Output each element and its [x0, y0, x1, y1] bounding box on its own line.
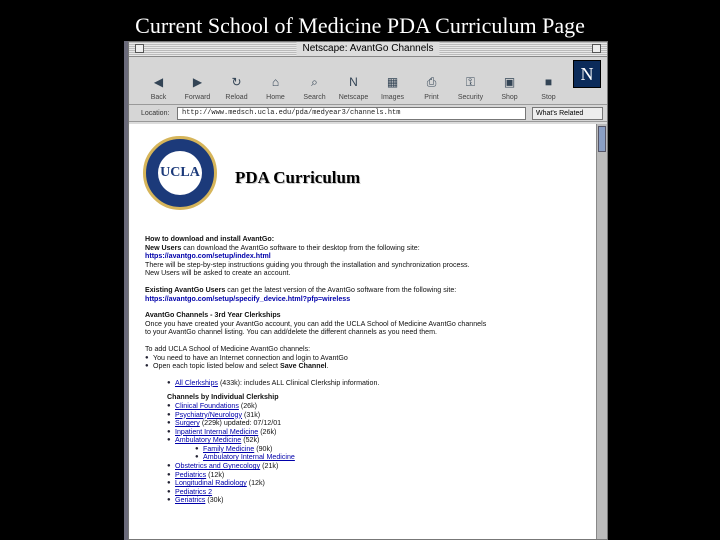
clerkship-list-continued — [167, 462, 591, 505]
netscape-logo-icon[interactable]: N — [573, 60, 601, 88]
clerkship-link[interactable]: Longitudinal Radiology — [175, 479, 247, 488]
toolbar-button-back[interactable] — [139, 73, 178, 101]
slide-title: Current School of Medicine PDA Curriculum Page — [135, 13, 585, 38]
location-input[interactable]: http://www.medsch.ucla.edu/pda/medyear3/channels.htm — [177, 107, 526, 120]
clerkship-link[interactable]: Psychiatry/Neurology — [175, 410, 243, 419]
clerkship-link[interactable]: Inpatient Internal Medicine — [175, 427, 259, 436]
location-label: Location: — [141, 109, 170, 117]
browser-window — [128, 41, 608, 540]
toolbar-button-security[interactable] — [451, 73, 490, 101]
add-channels-intro: To add UCLA School of Medicine AvantGo channels: — [145, 344, 311, 353]
clerkship-size: (52k) — [241, 436, 260, 445]
install-line-3: New Users will be asked to create an account. — [145, 269, 291, 278]
forward-arrow-icon: ▶ — [192, 75, 203, 89]
channels-text-2: to your AvantGo channel listing. You can add/delete the different channels as you need them. — [145, 328, 437, 337]
list-item — [167, 479, 591, 488]
list-item — [167, 436, 591, 445]
clerkship-link[interactable]: Ambulatory Medicine — [175, 436, 242, 445]
toolbar-label: Security — [457, 94, 484, 101]
clerkship-link[interactable]: Family Medicine — [203, 444, 255, 453]
toolbar-button-search[interactable] — [295, 73, 334, 101]
toolbar-label: Search — [303, 94, 326, 101]
clerkship-link[interactable]: Surgery — [175, 419, 200, 428]
clerkship-size: (90k) — [254, 444, 273, 453]
toolbar-button-netscape[interactable] — [334, 73, 373, 101]
clerkship-size: (12k) — [246, 479, 265, 488]
all-clerkships-list — [167, 379, 591, 388]
clerkship-link[interactable]: Obstetrics and Gynecology — [175, 462, 261, 471]
list-item — [195, 445, 591, 454]
print-icon: ⎙ — [426, 74, 437, 89]
clerkship-link[interactable]: Geriatrics — [175, 496, 206, 505]
toolbar-button-print[interactable] — [412, 73, 451, 101]
list-item — [167, 419, 591, 428]
seal-text: UCLA — [158, 151, 202, 195]
new-users-label: New Users — [145, 243, 182, 252]
toolbar-button-stop[interactable] — [529, 73, 568, 101]
toolbar-label: Stop — [541, 94, 556, 101]
list-item — [167, 488, 591, 497]
toolbar-label: Print — [424, 94, 439, 101]
toolbar-label: Images — [381, 94, 404, 101]
clerkship-size: (31k) — [242, 410, 261, 419]
new-users-text: can download the AvantGo software to their desktop from the following site: — [181, 243, 420, 252]
netscape-icon: N — [349, 75, 358, 89]
close-box[interactable] — [135, 44, 144, 53]
clerkship-link[interactable]: Ambulatory Internal Medicine — [203, 453, 295, 462]
clerkship-link[interactable]: Pediatrics — [175, 470, 207, 479]
toolbar-label: Back — [150, 94, 167, 101]
list-item — [145, 362, 591, 371]
list-item — [167, 402, 591, 411]
toolbar-button-reload[interactable] — [217, 73, 256, 101]
add-steps-list — [145, 354, 591, 371]
clerkship-size: (26k) — [238, 401, 258, 410]
toolbar-button-forward[interactable] — [178, 73, 217, 101]
toolbar-label: Shop — [501, 94, 518, 101]
avantgo-specify-device-link[interactable]: https://avantgo.com/setup/specify_device.html?pfp=wireless — [145, 294, 351, 303]
shop-icon: ▣ — [503, 75, 516, 89]
page-heading: PDA Curriculum — [235, 168, 361, 187]
list-item — [167, 428, 591, 437]
reload-icon: ↻ — [231, 75, 242, 89]
lock-icon: ⚿ — [465, 74, 476, 89]
clerkship-list — [167, 402, 591, 445]
clerkship-link[interactable]: Pediatrics 2 — [175, 487, 213, 496]
list-item — [167, 379, 591, 388]
avantgo-setup-link[interactable]: https://avantgo.com/setup/index.html — [145, 252, 271, 261]
step2-end: . — [326, 362, 329, 371]
clerkship-size: (229k) updated: 07/12/01 — [199, 419, 282, 428]
toolbar-label: Forward — [184, 94, 211, 101]
page-content — [129, 124, 597, 540]
channels-heading: AvantGo Channels - 3rd Year Clerkships — [145, 311, 281, 320]
images-icon: ▦ — [386, 75, 399, 89]
save-channel-label: Save Channel — [279, 362, 327, 371]
clerkship-size: (30k) — [205, 496, 224, 505]
individual-clerkship-heading: Channels by Individual Clerkship — [167, 393, 279, 402]
vertical-scrollbar[interactable] — [596, 124, 607, 540]
ambulatory-sub-list — [195, 445, 591, 462]
list-item — [167, 462, 591, 471]
zoom-box[interactable] — [592, 44, 601, 53]
scroll-thumb[interactable] — [598, 126, 606, 152]
whats-related-button[interactable]: What's Related — [532, 107, 603, 120]
search-icon: ⌕ — [311, 74, 318, 89]
list-item — [167, 411, 591, 420]
list-item — [167, 496, 591, 505]
page-body — [145, 235, 591, 505]
clerkship-size: (12k) — [206, 470, 225, 479]
ucla-seal — [143, 136, 217, 210]
toolbar-label: Home — [266, 94, 285, 101]
toolbar-label: Netscape — [338, 94, 369, 101]
list-item — [167, 471, 591, 480]
list-item — [195, 453, 591, 462]
install-heading: How to download and install AvantGo: — [145, 235, 275, 243]
clerkship-link[interactable]: Clinical Foundations — [175, 401, 239, 410]
existing-users-label: Existing AvantGo Users — [145, 285, 226, 294]
existing-users-text: can get the latest version of the AvantGo software from the following site: — [225, 285, 457, 294]
step2-text: Open each topic listed below and select — [153, 362, 280, 371]
stop-icon: ■ — [544, 75, 553, 89]
install-line-2: There will be step-by-step instructions guiding you through the installation and synchronization process. — [145, 260, 470, 269]
window-title: Netscape: AvantGo Channels — [296, 42, 439, 56]
toolbar-button-home[interactable] — [256, 73, 295, 101]
back-arrow-icon: ◀ — [153, 75, 164, 89]
toolbar-button-shop[interactable] — [490, 73, 529, 101]
title-bar[interactable] — [129, 42, 607, 57]
all-clerkships-text: (433k): includes ALL Clinical Clerkship information. — [217, 378, 380, 387]
all-clerkships-link[interactable]: All Clerkships — [175, 378, 218, 387]
clerkship-size: (21k) — [260, 462, 279, 471]
list-item: ● You need to have an Internet connection and login to AvantGo — [145, 354, 591, 363]
channels-text-1: Once you have created your AvantGo account, you can add the UCLA School of Medicine AvantGo channels — [145, 319, 487, 328]
home-icon: ⌂ — [271, 75, 280, 89]
toolbar-label: Reload — [225, 94, 248, 101]
toolbar-button-images[interactable] — [373, 73, 412, 101]
clerkship-size: (26k) — [258, 427, 277, 436]
toolbar — [129, 57, 607, 105]
location-bar — [129, 105, 607, 122]
